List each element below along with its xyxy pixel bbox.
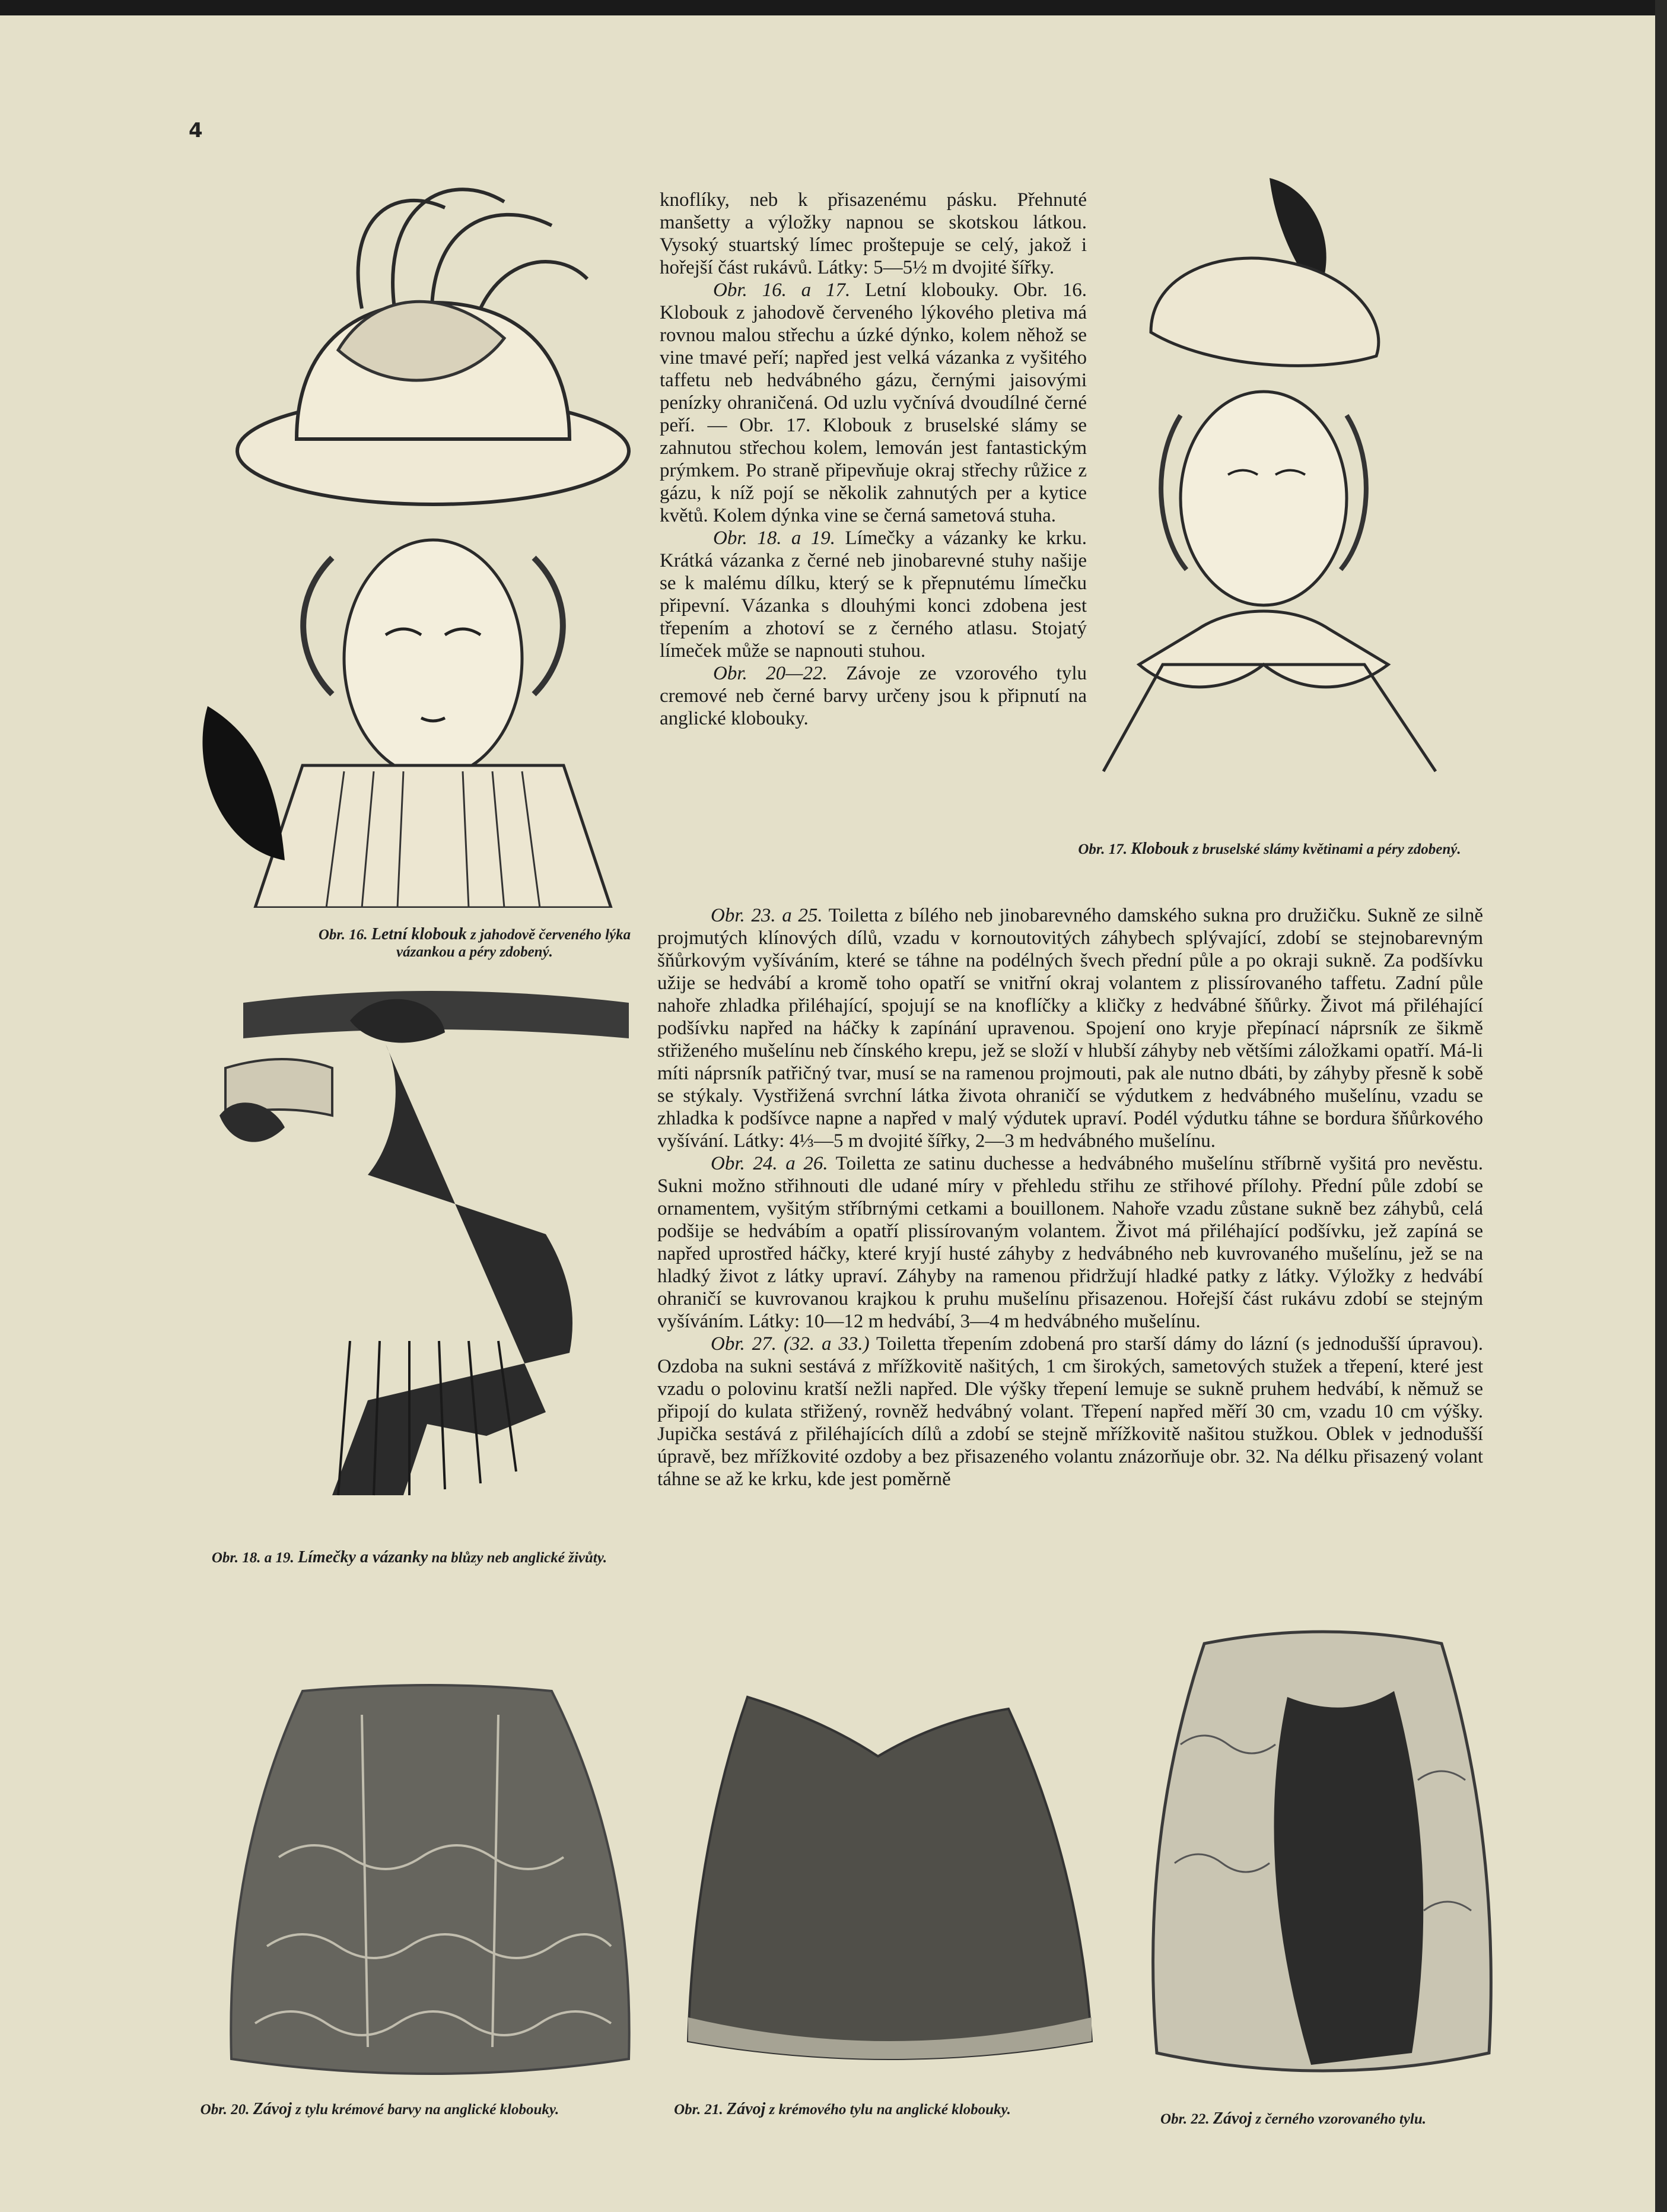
illustration-hat-fig17 bbox=[1080, 178, 1459, 807]
caption-fig21-lead: Obr. 21. bbox=[674, 2102, 723, 2118]
paragraph-lead: Obr. 16. a 17. bbox=[713, 279, 851, 301]
paragraph-lead: Obr. 24. a 26. bbox=[711, 1153, 828, 1174]
hat-woman-drawing bbox=[196, 172, 682, 908]
paragraph-fig18-19 bbox=[660, 527, 1087, 662]
paragraph-lead: Obr. 18. a 19. bbox=[713, 527, 836, 549]
paragraph-lead: Obr. 23. a 25. bbox=[711, 905, 823, 926]
caption-fig20-lead: Obr. 20. bbox=[200, 2102, 250, 2118]
paragraph-fig16-17 bbox=[660, 279, 1087, 527]
veil-drawing-1 bbox=[219, 1679, 647, 2083]
paragraph-body: Letní klobouky. Obr. 16. Klobouk z jahodově červeného lýkového pletiva má rovnou malou střechu a úzké dýnko, kolem něhož se vine tmavé peří; napřed jest velká vázanka z vyšitého taffetu neb hedvábného gázu, černými jaisovými penízky ohraničená. Od uzlu vyčnívá dvoudílné černé peří. — Obr. 17. Klobouk z bruselské slámy se zahnutou střechou kolem, lemován jest fantastickým prýmkem. Po straně připevňuje okraj střechy růžice z gázu, k níž pojí se několik zahnutých per a kytice květů. Kolem dýnka vine se černá sametová stuha. bbox=[660, 279, 1087, 526]
caption-fig20-title: Závoj bbox=[253, 2100, 292, 2118]
page-binding-edge bbox=[1655, 0, 1667, 2212]
caption-fig21-rest: z krémového tylu na anglické klobouky. bbox=[769, 2102, 1011, 2118]
paragraph-fig23-25 bbox=[657, 904, 1483, 1152]
caption-fig17 bbox=[1062, 840, 1477, 858]
page-number: 4 bbox=[189, 119, 203, 142]
illustration-hat-fig16 bbox=[196, 172, 682, 908]
caption-fig20-rest: z tylu krémové barvy na anglické klobouky. bbox=[295, 2102, 559, 2118]
caption-fig16-title: Letní klobouk bbox=[371, 925, 467, 943]
caption-fig20 bbox=[178, 2100, 581, 2118]
caption-fig22-rest: z černého vzorovaného tylu. bbox=[1255, 2111, 1426, 2127]
hat-woman-drawing-2 bbox=[1080, 178, 1459, 807]
caption-fig18 bbox=[208, 1549, 611, 1566]
paragraph-body: knoflíky, neb k přisazenému pásku. Přehnuté manšetty a výložky napnou se skotskou látkou. Vysoký stuartský límec proštepuje se celý, jakož i hořejší část rukávů. Látky: 5—5½ m dvojité šířky. bbox=[660, 189, 1087, 278]
caption-fig17-rest: z bruselské slámy květinami a péry zdobený. bbox=[1192, 841, 1461, 857]
collars-drawing bbox=[214, 985, 641, 1507]
illustration-collars-fig18 bbox=[214, 985, 641, 1507]
caption-fig17-title: Klobouk bbox=[1131, 840, 1189, 858]
veil-drawing-3 bbox=[1133, 1626, 1513, 2077]
paragraph-body: Závoje ze vzorového tylu cremové neb černé barvy určeny jsou k připnutí na anglické klobouky. bbox=[660, 663, 1087, 729]
caption-fig18-rest: na blůzy neb anglické živůty. bbox=[431, 1550, 607, 1566]
caption-fig16 bbox=[297, 926, 653, 961]
caption-fig21-title: Závoj bbox=[726, 2100, 766, 2118]
text-column-top bbox=[660, 189, 1087, 730]
paragraph-body: Toiletta třepením zdobená pro starší dámy do lázní (s jednodušší úpravou). Ozdoba na sukni sestává z mřížkovitě našitých, 1 cm širokých, sametových stužek a třepení, které jest vzadu o polovinu kratší nežli napřed. Dle výšky třepení lemuje se sukně pruhem hedvábí, k němuž se připojí do kulata střižený, rovněž hedvábný volant. Třepení napřed měří 30 cm, vzadu 10 cm výšky. Jupička sestává z přiléhajících dílů a zdobí se stejně mřížkovitě našitou stužkou. Oblek v jednodušší úpravě, bez mřížkovité ozdoby a bez přisazeného volantu znázorňuje obr. 32. Na délku přisazený volant táhne se až ke krku, kde jest poměrně bbox=[657, 1333, 1483, 1490]
caption-fig22-lead: Obr. 22. bbox=[1160, 2111, 1210, 2127]
caption-fig18-lead: Obr. 18. a 19. bbox=[211, 1550, 294, 1566]
illustration-veil-fig20 bbox=[219, 1679, 647, 2083]
paragraph-fig20-22 bbox=[660, 662, 1087, 730]
caption-fig21 bbox=[641, 2100, 1044, 2118]
paragraph-body: Límečky a vázanky ke krku. Krátká vázanka z černé neb jinobarevné stuhy našije se k malému dílku, který se k přepnutému límečku připevní. Vázanka s dlouhými konci zdobena jest třepením a zhotoví se z černého atlasu. Stojatý límeček může se napnouti stuhou. bbox=[660, 527, 1087, 662]
caption-fig22-title: Závoj bbox=[1213, 2109, 1252, 2128]
paragraph-lead: Obr. 20—22. bbox=[713, 663, 828, 684]
caption-fig16-lead: Obr. 16. bbox=[318, 927, 368, 943]
caption-fig16-rest: z jahodově červeného lýka vázankou a péry zdobený. bbox=[396, 927, 631, 960]
caption-fig17-lead: Obr. 17. bbox=[1078, 841, 1128, 857]
veil-drawing-2 bbox=[676, 1685, 1103, 2071]
illustration-veil-fig22 bbox=[1133, 1626, 1513, 2077]
paragraph-fig27 bbox=[657, 1333, 1483, 1490]
paragraph-fig24-26 bbox=[657, 1152, 1483, 1333]
paragraph-continuation bbox=[660, 189, 1087, 279]
paragraph-lead: Obr. 27. (32. a 33.) bbox=[711, 1333, 870, 1355]
text-column-wide bbox=[657, 904, 1483, 1490]
caption-fig18-title: Límečky a vázanky bbox=[298, 1548, 428, 1566]
paragraph-body: Toiletta z bílého neb jinobarevného damského sukna pro družičku. Sukně ze silně projmutých klínových dílů, vzadu v kornoutovitých záhybech splývající, zdobí se stejnobarevným šňůrkovým vyšíváním, které se táhne na podélných švech přední půle a po okraji sukně. Za podšívku užije se hedvábí a kromě toho opatří se vnitřní okraj volantem z plissírovaného taffetu. Zadní půle nahoře zhladka přiléhající, spojují se na knoflíčky a kličky z hedvábné šňůrky. Život má přiléhající podšívku napřed na háčky k zapínání upravenou. Spojení ono kryje přepínací náprsník ze šikmě střiženého mušelínu neb čínského krepu, jež se složí v hlubší záhyby neb většími záložkami opatří. Má-li míti náprsník patřičný tvar, musí se na ramenou projmouti, pak ale nutno dbáti, by záhyby přesně k sobě se stýkaly. Vystřižená svrchní látka života ohraničí se výdutkem z hedvábného mušelínu, vzadu se zhladka k podšívce napne a napřed v malý výdutek upraví. Podél výdutku táhne se bordura šňůrkového vyšívání. Látky: 4⅓—5 m dvojité šířky, 2—3 m hedvábného mušelínu. bbox=[657, 905, 1483, 1152]
paragraph-body: Toiletta ze satinu duchesse a hedvábného mušelínu stříbrně vyšitá pro nevěstu. Sukni možno střihnouti dle udané míry v přehledu střihu ze střihové přílohy. Přední půle zdobí se ornamentem, vyšitým stříbrnými cetkami a bouillonem. Nahoře vzadu zůstane sukně bez záhybů, celá podšije se hedvábím a opatří plissírovaným volantem. Život má přiléhající podšívku, jež zapíná se napřed uprostřed háčky, které kryjí husté záhyby z hedvábného neb kuvrovaného mušelínu, jež se na hladký život z látky upraví. Záhyby na ramenou přidržují hladké patky z látky. Výložky z hedvábí ohraničí se kuvrovanou krajkou k pruhu mušelínu přisazenou. Hořejší část rukávu zdobí se stejným vyšíváním. Látky: 10—12 m hedvábí, 3—4 m hedvábného mušelínu. bbox=[657, 1153, 1483, 1332]
caption-fig22 bbox=[1086, 2110, 1501, 2128]
illustration-veil-fig21 bbox=[676, 1685, 1103, 2071]
